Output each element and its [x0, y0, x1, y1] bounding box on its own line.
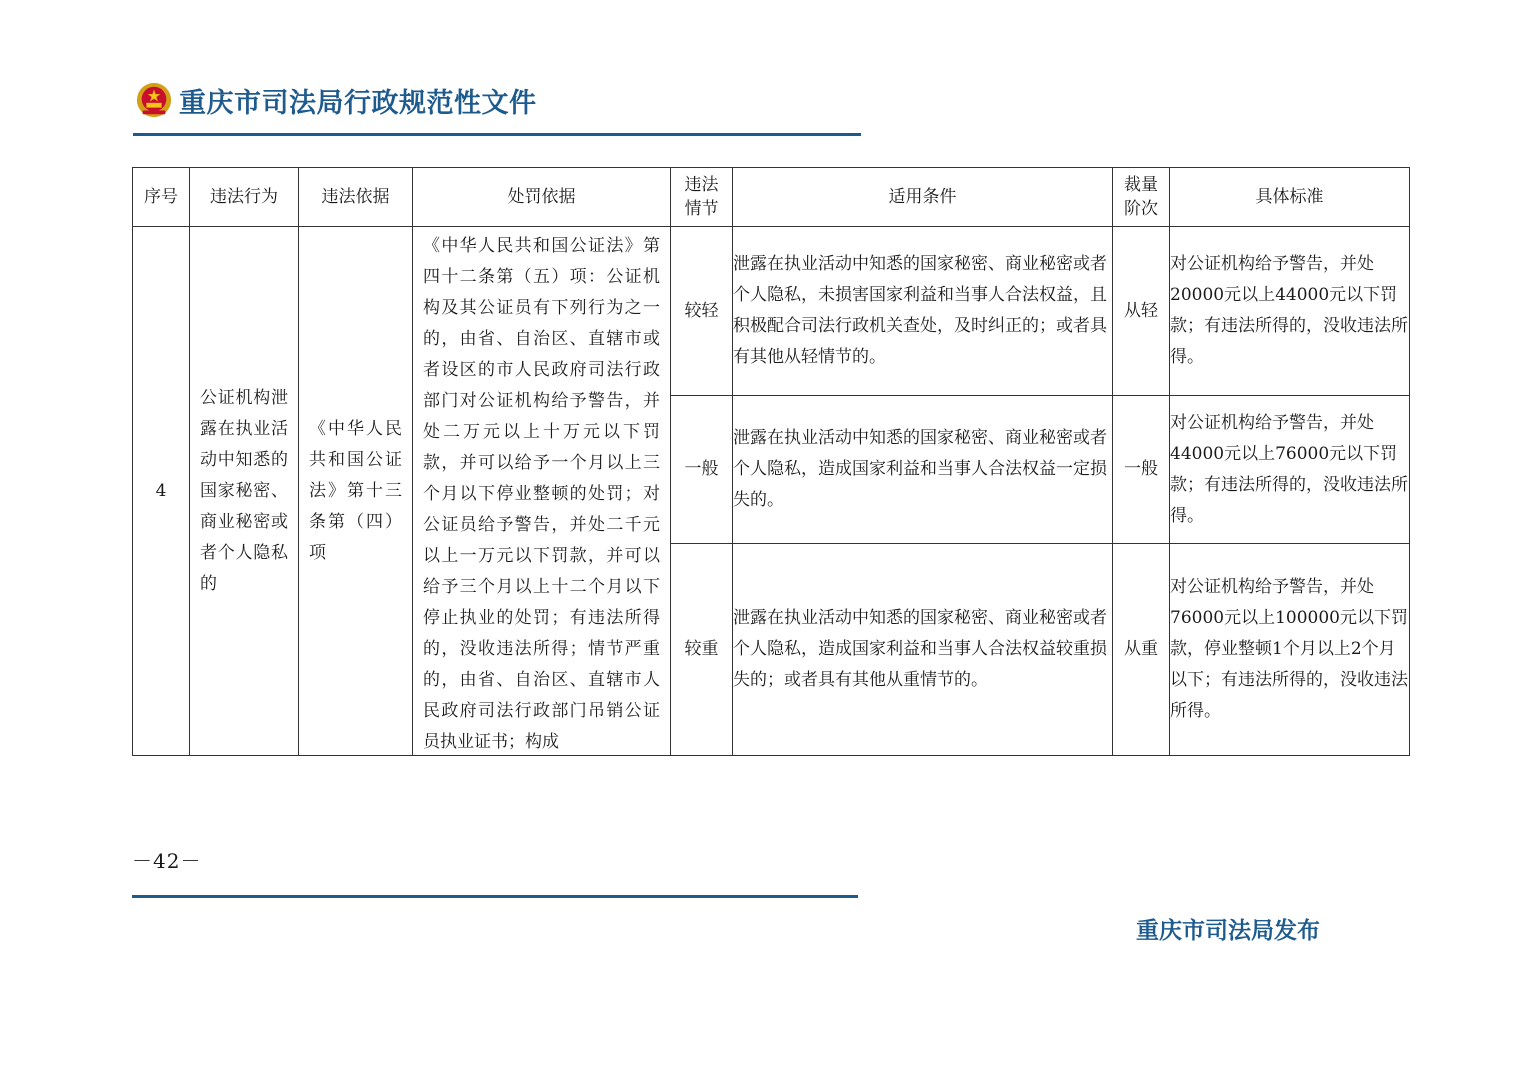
header-circumstance-line-2: 情节: [684, 199, 719, 219]
header-standard: 具体标准: [1170, 168, 1410, 227]
header-level-line-2: 阶次: [1124, 199, 1158, 219]
header-level: [1113, 168, 1170, 227]
penalty-standards-table: [132, 167, 1410, 756]
conditions-serious: 泄露在执业活动中知悉的国家秘密、商业秘密或者个人隐私，造成国家利益和当事人合法权益较重损失的；或者具有其他从重情节的。: [733, 544, 1113, 756]
document-header: [135, 78, 537, 122]
footer-rule: [132, 895, 858, 898]
header-basis: 违法依据: [299, 168, 413, 227]
header-seq: 序号: [133, 168, 190, 227]
row-basis-cell: [299, 227, 413, 756]
row-penalty-basis-cell: [413, 227, 671, 756]
page-number: －42－: [132, 849, 202, 873]
header-rule: [133, 133, 861, 136]
table-header-row: [133, 168, 1410, 227]
document-title: 重庆市司法局行政规范性文件: [179, 87, 537, 119]
level-serious: 从重: [1113, 544, 1170, 756]
row-seq: 4: [133, 227, 190, 756]
conditions-general: 泄露在执业活动中知悉的国家秘密、商业秘密或者个人隐私，造成国家利益和当事人合法权益一定损失的。: [733, 396, 1113, 544]
row-basis: 《中华人民共和国公证法》第十三条第（四）项: [309, 418, 402, 563]
header-conditions: 适用条件: [733, 168, 1113, 227]
header-penalty-basis: 处罚依据: [413, 168, 671, 227]
header-circumstance-line-1: 违法: [684, 175, 719, 195]
level-general: 一般: [1113, 396, 1170, 544]
level-light: 从轻: [1113, 227, 1170, 396]
circumstance-serious: 较重: [671, 544, 733, 756]
standard-general: 对公证机构给予警告，并处44000元以上76000元以下罚款；有违法所得的，没收违法所得。: [1170, 396, 1410, 544]
row-penalty-basis: 《中华人民共和国公证法》第四十二条第（五）项：公证机构及其公证员有下列行为之一的，由省、自治区、直辖市或者设区的市人民政府司法行政部门对公证机构给予警告，并处二万元以上十万元以下罚款，并可以给予一个月以上三个月以下停业整顿的处罚；对公证员给予警告，并处二千元以上一万元以下罚款，并可以给予三个月以上十二个月以下停止执业的处罚；有违法所得的，没收违法所得；情节严重的，由省、自治区、直辖市人民政府司法行政部门吊销公证员执业证书；构成: [423, 236, 660, 752]
row-behavior: 公证机构泄露在执业活动中知悉的国家秘密、商业秘密或者个人隐私的: [200, 387, 288, 594]
standard-serious: 对公证机构给予警告，并处76000元以上100000元以下罚款，停业整顿1个月以上2个月以下；有违法所得的，没收违法所得。: [1170, 544, 1410, 756]
conditions-light: 泄露在执业活动中知悉的国家秘密、商业秘密或者个人隐私，未损害国家利益和当事人合法权益，且积极配合司法行政机关查处，及时纠正的；或者具有其他从轻情节的。: [733, 227, 1113, 396]
row-behavior-cell: [190, 227, 299, 756]
header-behavior: 违法行为: [190, 168, 299, 227]
publisher-label: 重庆市司法局发布: [1136, 918, 1320, 944]
header-level-line-1: 裁量: [1124, 175, 1158, 195]
circumstance-general: 一般: [671, 396, 733, 544]
standard-light: 对公证机构给予警告，并处20000元以上44000元以下罚款；有违法所得的，没收违法所得。: [1170, 227, 1410, 396]
national-emblem-icon: [135, 81, 173, 119]
table-row: [133, 227, 1410, 396]
circumstance-light: 较轻: [671, 227, 733, 396]
header-circumstance: [671, 168, 733, 227]
